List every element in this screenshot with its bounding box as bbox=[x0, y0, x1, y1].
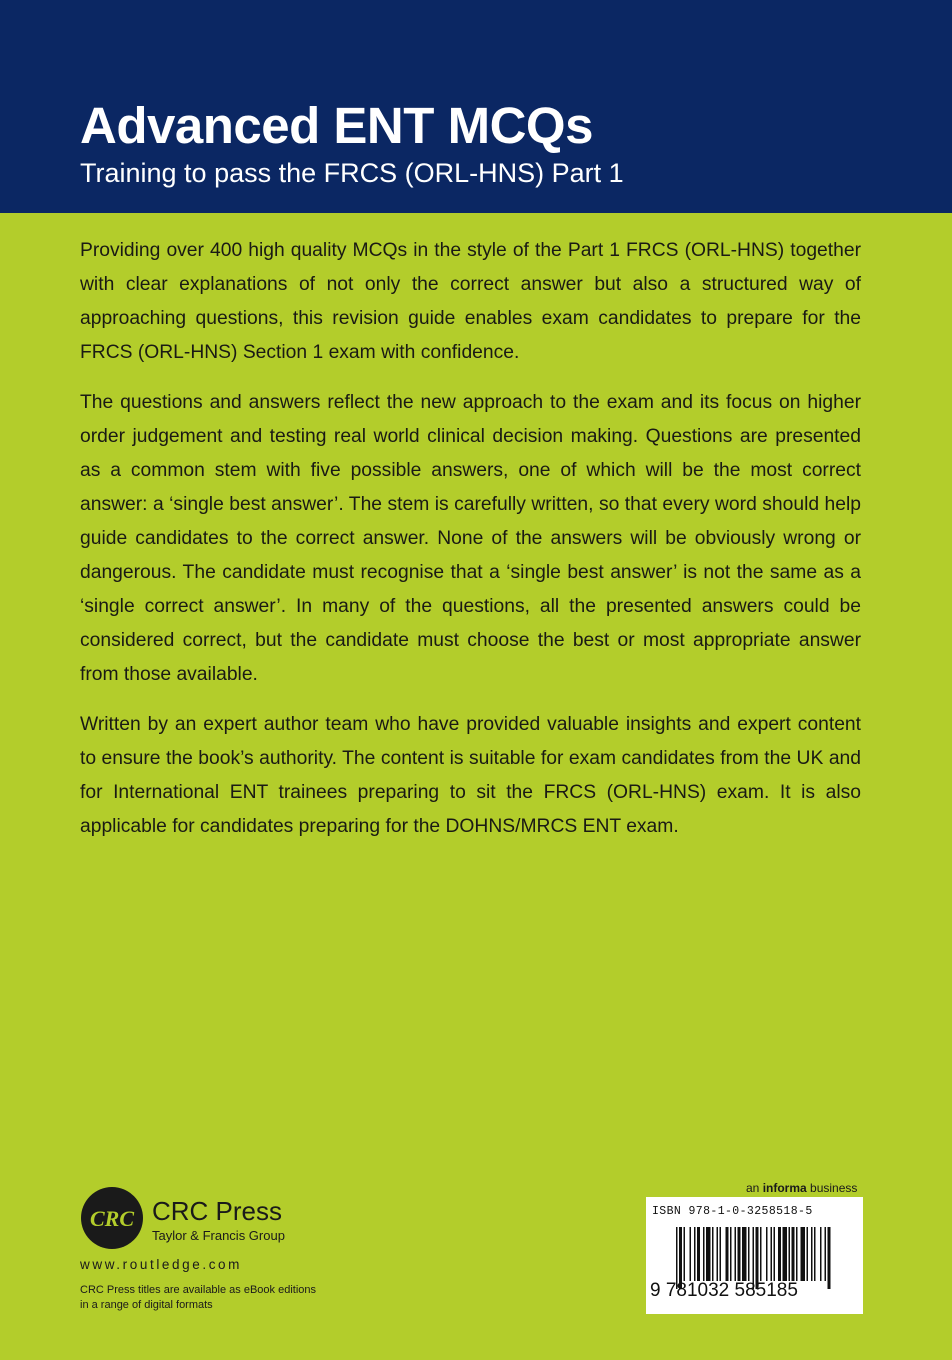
isbn-text: ISBN 978-1-0-3258518-5 bbox=[652, 1205, 813, 1218]
barcode-digits: 9 781032 585185 bbox=[650, 1280, 798, 1301]
svg-text:CRC: CRC bbox=[89, 1206, 135, 1231]
blurb bbox=[80, 234, 861, 860]
book-subtitle: Training to pass the FRCS (ORL-HNS) Part 1 bbox=[80, 158, 624, 188]
book-title: Advanced ENT MCQs bbox=[80, 97, 593, 154]
blurb-paragraph-1: Providing over 400 high quality MCQs in the style of the Part 1 FRCS (ORL-HNS) together with clear explanations of not only the correct answer but also a structured way of approaching questions, this revision guide enables exam candidates to prepare for the FRCS (ORL-HNS) Section 1 exam with confidence. bbox=[80, 240, 861, 363]
blurb-paragraph-3: Written by an expert author team who have provided valuable insights and expert content to ensure the book’s authority. The content is suitable for exam candidates from the UK and for International ENT trainees preparing to sit the FRCS (ORL-HNS) exam. It is also applicable for candidates preparing for the DOHNS/MRCS ENT exam. bbox=[80, 714, 861, 837]
header-band bbox=[0, 0, 952, 213]
publisher-url[interactable]: www.routledge.com bbox=[80, 1257, 243, 1272]
informa-tagline: an informa business bbox=[746, 1181, 858, 1195]
publisher-group: Taylor & Francis Group bbox=[152, 1228, 285, 1243]
publisher-name: CRC Press bbox=[152, 1196, 283, 1226]
ebook-note: CRC Press titles are available as eBook editions in a range of digital formats bbox=[80, 1284, 317, 1311]
blurb-paragraph-2: The questions and answers reflect the new approach to the exam and its focus on higher order judgement and testing real world clinical decision making. Questions are presented as a common stem with five possible answers, one of which will be the most correct answer: a ‘single best answer’. The stem is carefully written, so that every word should help guide candidates to the correct answer. None of the answers will be obviously wrong or dangerous. The candidate must recognise that a ‘single best answer’ is not the same as a ‘single correct answer’. In many of the questions, all the presented answers could be considered correct, but the candidate must choose the best or most appropriate answer from those available. bbox=[80, 392, 861, 685]
crc-logo-icon bbox=[80, 1186, 144, 1250]
